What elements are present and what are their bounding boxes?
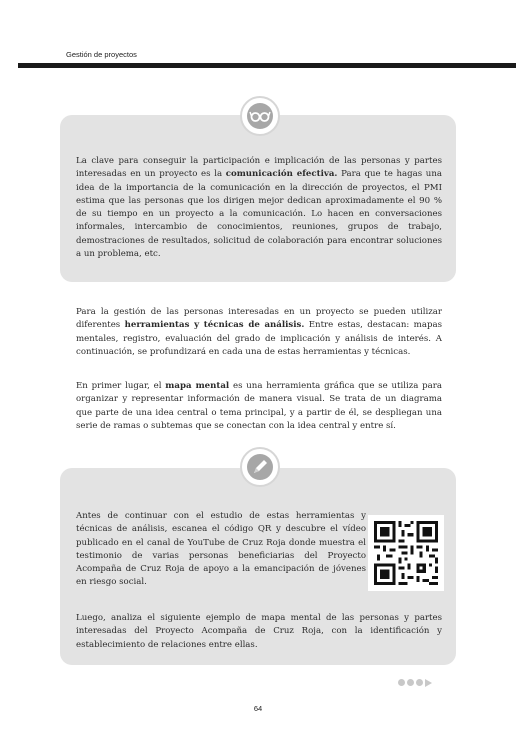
highlight-tools: herramientas y técnicas de análisis. bbox=[124, 320, 305, 331]
continue-dots-icon bbox=[398, 672, 432, 684]
body-paragraph-mind-map: En primer lugar, el mapa mental es una herramienta gráfica que se utiliza para organizar y representar información de manera visual. Se trata de un diagrama que parte de una idea central o tema principal, y a partir de él, se despliegan una serie de ramas o subtemas que se conectan con la idea central y entre sí. bbox=[76, 381, 443, 431]
glasses-icon bbox=[247, 103, 273, 129]
pencil-icon bbox=[247, 454, 273, 480]
glasses-badge bbox=[240, 96, 280, 136]
body-paragraph-tools: Para la gestión de las personas interesadas en un proyecto se pueden utilizar diferentes herramientas y técnicas de análisis. Entre estas, destacan: mapas mentales, registro, evaluación del grado de implicación y análisis de interés. A continuación, se profundizará en cada una de estas herramientas y técnicas. bbox=[76, 307, 442, 357]
activity-paragraph-mind-map: Luego, analiza el siguiente ejemplo de mapa mental de las personas y partes interesadas del Proyecto Acompaña de Cruz Roja, con la identificación y establecimiento de relaciones entre ellas. bbox=[76, 613, 442, 650]
highlight-mind-map: mapa mental bbox=[165, 381, 230, 391]
pencil-badge bbox=[240, 447, 280, 487]
running-header: Gestión de proyectos bbox=[66, 50, 137, 59]
header-rule bbox=[18, 63, 516, 68]
highlight-effective-communication: comunicación efectiva. bbox=[225, 169, 338, 180]
qr-code-icon[interactable] bbox=[368, 515, 444, 591]
communication-paragraph: La clave para conseguir la participación e implicación de las personas y partes interesadas en un proyecto es la comunicación efectiva. Para que te hagas una idea de la importancia de la comunicación en la dirección de proyectos, el PMI estima que las personas que los dirigen mejor dedican aproximadamente el 90 % de su tiempo en un proyecto a la comunicación. Lo hacen en conversaciones informales, intercambio de conocimientos, reuniones, grupos de trabajo, demostraciones de resultados, solicitud de colaboración para encontrar soluciones a un problema, etc. bbox=[76, 156, 442, 260]
activity-paragraph-qr: Antes de continuar con el estudio de estas herramientas y técnicas de análisis, escanea el código QR y descubre el vídeo publicado en el canal de YouTube de Cruz Roja donde muestra el testimonio de varias personas beneficiarias del Proyecto Acompaña de Cruz Roja de apoyo a la emancipación de jóvenes en riesgo social. bbox=[76, 511, 366, 588]
page-number: 64 bbox=[253, 704, 263, 713]
